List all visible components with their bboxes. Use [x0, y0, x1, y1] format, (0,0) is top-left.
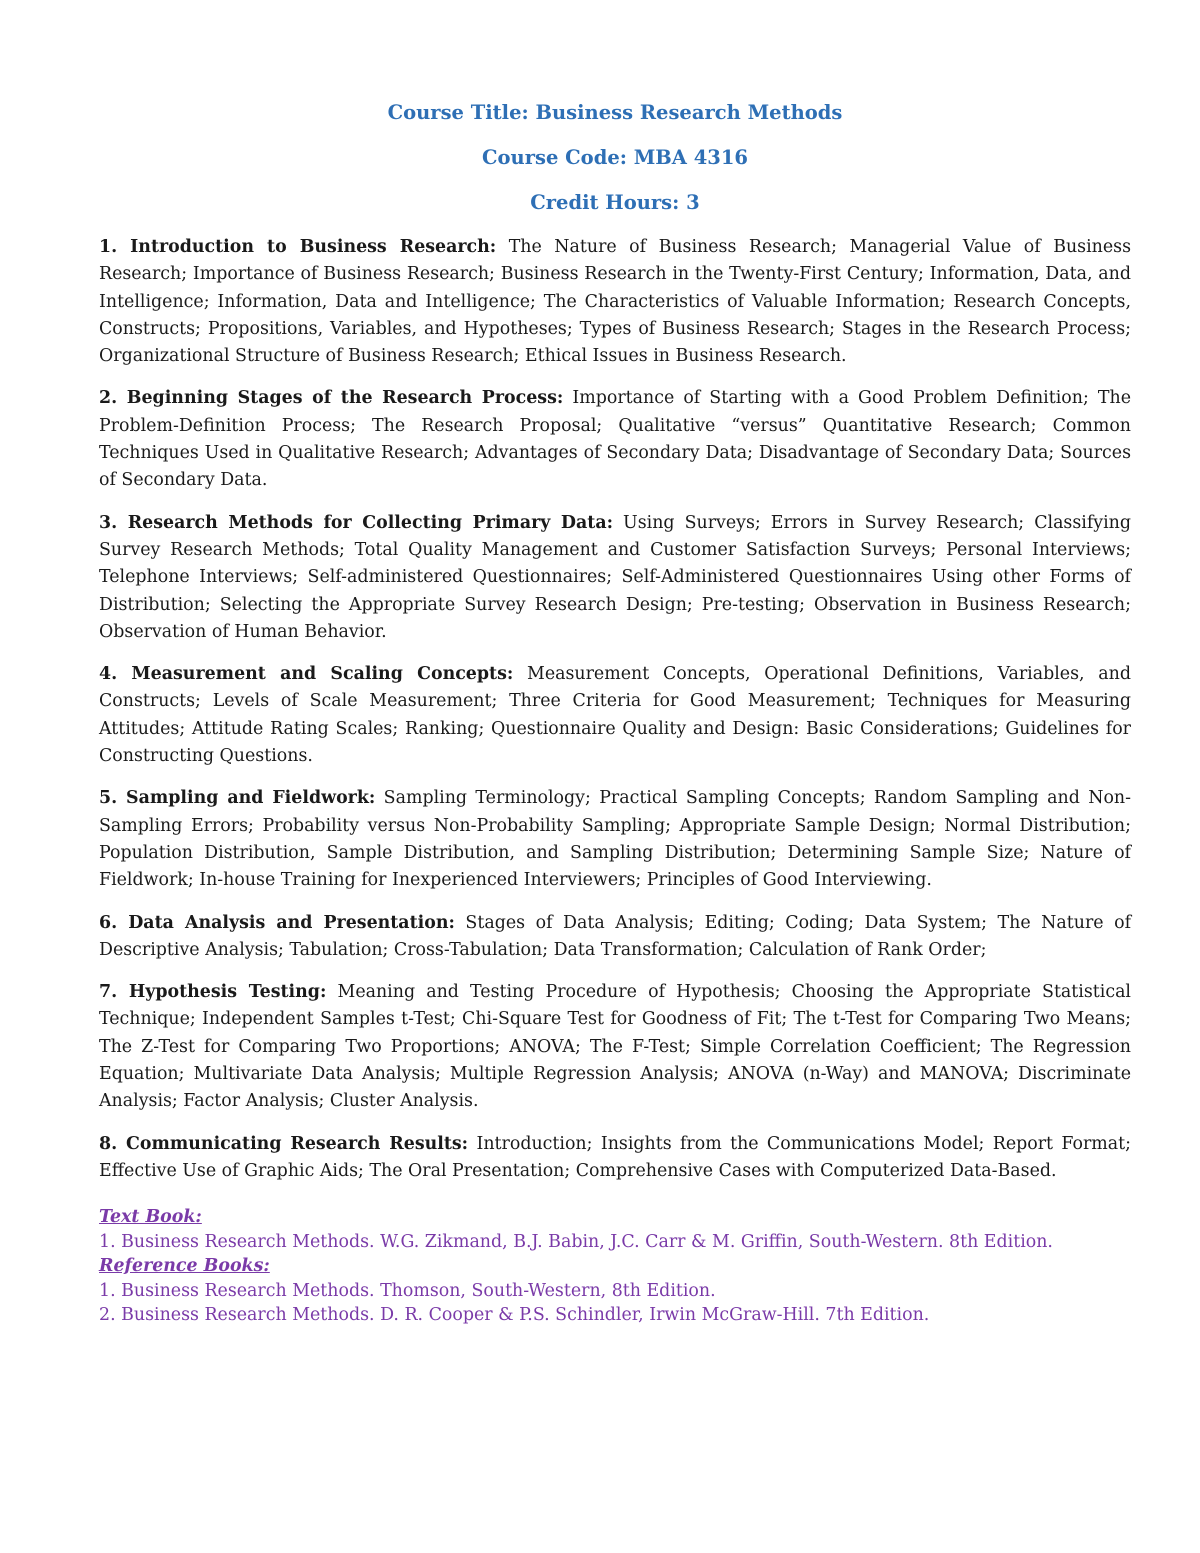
section-heading: 3. Research Methods for Collecting Primary Data: — [99, 512, 614, 533]
section-body: Sampling Terminology; Practical Sampling Concepts; Random Sampling and Non-Sampling Errors; Probability versus Non-Probability Sampling; Appropriate Sample Design; Normal Distribution; Population Distribution, Sample Distribution, and Sampling Distribution; Determining Sample Size; Nature of Fieldwork; In-house Training for Inexperienced Interviewers; Principles of Good Interviewing. — [99, 788, 1132, 891]
reference-books-heading: Reference Books: — [99, 1256, 270, 1277]
section-body: Introduction; Insights from the Communications Model; Report Format; Effective Use of Graphic Aids; The Oral Presentation; Comprehensive Cases with Computerized Data-Based. — [99, 1133, 1132, 1181]
outline-section-7 — [99, 979, 1131, 1115]
section-body: Using Surveys; Errors in Survey Research; Classifying Survey Research Methods; Total Quality Management and Customer Satisfaction Surveys; Personal Interviews; Telephone Interviews; Self-administered Questionnaires; Self-Administered Questionnaires Using other Forms of Distribution; Selecting the Appropriate Survey Research Design; Pre-testing; Observation in Business Research; Observation of Human Behavior. — [99, 512, 1132, 642]
section-heading: 6. Data Analysis and Presentation: — [99, 912, 455, 933]
outline-section-1 — [99, 234, 1131, 370]
document-page — [99, 98, 1131, 1328]
section-heading: 4. Measurement and Scaling Concepts: — [99, 664, 514, 685]
section-heading: 2. Beginning Stages of the Research Process: — [99, 388, 564, 409]
section-body: The Nature of Business Research; Managerial Value of Business Research; Importance of Business Research; Business Research in the Twenty-First Century; Information, Data, and Intelligence; Information, Data and Intelligence; The Characteristics of Valuable Information; Research Concepts, Constructs; Propositions, Variables, and Hypotheses; Types of Business Research; Stages in the Research Process; Organizational Structure of Business Research; Ethical Issues in Business Research. — [99, 237, 1132, 367]
reference-book-item: 1. Business Research Methods. Thomson, South-Western, 8th Edition. — [99, 1280, 716, 1301]
outline-section-4 — [99, 661, 1131, 770]
course-outline — [99, 234, 1131, 1185]
section-body: Stages of Data Analysis; Editing; Coding; Data System; The Nature of Descriptive Analysis; Tabulation; Cross-Tabulation; Data Transformation; Calculation of Rank Order; — [99, 912, 1132, 960]
outline-section-3 — [99, 510, 1131, 646]
outline-section-5 — [99, 785, 1131, 894]
section-heading: 1. Introduction to Business Research: — [99, 237, 497, 257]
outline-section-8 — [99, 1131, 1131, 1186]
outline-section-6 — [99, 910, 1131, 965]
outline-section-2 — [99, 385, 1131, 494]
section-heading: 7. Hypothesis Testing: — [99, 982, 327, 1003]
section-body: Measurement Concepts, Operational Definitions, Variables, and Constructs; Levels of Scale Measurement; Three Criteria for Good Measurement; Techniques for Measuring Attitudes; Attitude Rating Scales; Ranking; Questionnaire Quality and Design: Basic Considerations; Guidelines for Constructing Questions. — [99, 664, 1131, 767]
section-heading: 5. Sampling and Fieldwork: — [99, 788, 376, 809]
text-book-item: 1. Business Research Methods. W.G. Zikmand, B.J. Babin, J.C. Carr & M. Griffin, South-Western. 8th Edition. — [99, 1231, 1053, 1252]
credit-hours: Credit Hours: 3 — [530, 191, 700, 214]
books-list — [99, 1205, 1131, 1328]
course-title: Course Title: Business Research Methods — [387, 101, 843, 124]
section-heading: 8. Communicating Research Results: — [99, 1133, 469, 1154]
text-book-heading: Text Book: — [99, 1207, 202, 1228]
course-code: Course Code: MBA 4316 — [482, 146, 748, 169]
section-body: Meaning and Testing Procedure of Hypothesis; Choosing the Appropriate Statistical Technique; Independent Samples t-Test; Chi-Square Test for Goodness of Fit; The t-Test for Comparing Two Means; The Z-Test for Comparing Two Proportions; ANOVA; The F-Test; Simple Correlation Coefficient; The Regression Equation; Multivariate Data Analysis; Multiple Regression Analysis; ANOVA (n-Way) and MANOVA; Discriminate Analysis; Factor Analysis; Cluster Analysis. — [99, 982, 1131, 1112]
reference-book-item: 2. Business Research Methods. D. R. Cooper & P.S. Schindler, Irwin McGraw-Hill. 7th Edition. — [99, 1305, 930, 1326]
section-body: Importance of Starting with a Good Problem Definition; The Problem-Definition Process; The Research Proposal; Qualitative “versus” Quantitative Research; Common Techniques Used in Qualitative Research; Advantages of Secondary Data; Disadvantage of Secondary Data; Sources of Secondary Data. — [99, 388, 1131, 491]
